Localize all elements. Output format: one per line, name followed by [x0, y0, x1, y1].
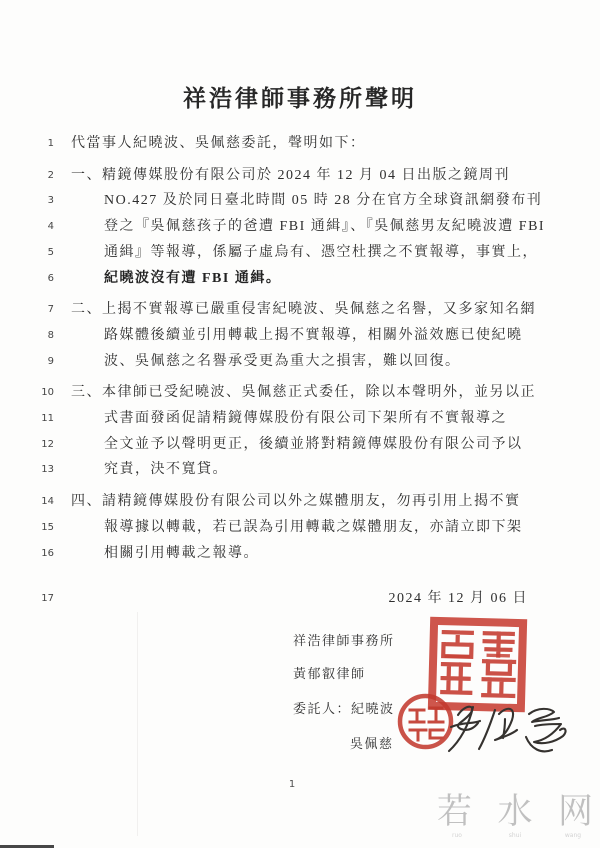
line-text: NO.427 及於同日臺北時間 05 時 28 分在官方全球資訊網發布刊 — [104, 193, 543, 209]
page-number: 1 — [288, 779, 296, 790]
watermark-char: 网 — [557, 792, 593, 832]
page-title: 祥浩律師事務所聲明 — [183, 86, 417, 111]
line-number: 12 — [41, 438, 54, 450]
line-number: 16 — [41, 547, 54, 559]
statement-line — [34, 323, 556, 349]
line-number: 8 — [47, 329, 54, 341]
line-number: 10 — [41, 387, 54, 399]
line-number: 5 — [47, 246, 54, 258]
line-text: 波、吳佩慈之名譽承受更為重大之損害，難以回復。 — [104, 353, 461, 369]
line-text: 二、上揭不實報導已嚴重侵害紀曉波、吳佩慈之名譽，又多家知名網 — [71, 302, 536, 318]
watermark-subtext-item: shui — [508, 832, 522, 839]
statement-lines — [34, 131, 556, 612]
line-text: 相關引用轉載之報導。 — [104, 545, 259, 561]
line-number: 9 — [47, 355, 54, 367]
watermark-subtext-item: wang — [564, 832, 582, 839]
line-text: 代當事人紀曉波、吳佩慈委託，聲明如下： — [71, 136, 366, 151]
watermark — [437, 792, 593, 839]
line-number: 14 — [41, 496, 54, 508]
line-number: 4 — [47, 221, 54, 233]
statement-line — [34, 489, 556, 515]
line-number: 2 — [47, 169, 54, 181]
scan-artifact-line — [137, 612, 138, 836]
line-text: 2024 年 12 月 06 日 — [388, 591, 528, 607]
statement-line — [34, 163, 556, 189]
line-text: 通緝』等報導，係屬子虛烏有、憑空杜撰之不實報導，事實上， — [104, 244, 538, 260]
statement-line — [34, 131, 556, 157]
line-number: 13 — [41, 464, 54, 476]
statement-line — [34, 406, 556, 432]
line-text: 一、精鏡傳媒股份有限公司於 2024 年 12 月 04 日出版之鏡周刊 — [71, 167, 510, 183]
signature-client-line: 委託人：紀曉波 — [293, 701, 395, 716]
signature-attorney-name: 黃郁叡律師 — [293, 666, 366, 681]
statement-line — [34, 541, 556, 567]
statement-line — [34, 380, 556, 406]
line-number: 7 — [47, 304, 54, 316]
line-text: 三、本律師已受紀曉波、吳佩慈正式委任，除以本聲明外，並另以正 — [71, 385, 536, 401]
line-text: 式書面發函促請精鏡傳媒股份有限公司下架所有不實報導之 — [104, 411, 507, 427]
line-text: 登之『吳佩慈孩子的爸遭 FBI 通緝』、『吳佩慈男友紀曉波遭 FBI — [104, 219, 546, 235]
line-number: 3 — [47, 195, 54, 207]
statement-line — [34, 214, 556, 240]
handwritten-signature — [442, 697, 574, 761]
watermark-subtext — [437, 832, 593, 839]
statement-line — [34, 586, 556, 612]
line-text: 紀曉波沒有遭 FBI 通緝。 — [104, 270, 282, 286]
statement-line — [34, 188, 556, 214]
statement-line — [34, 266, 556, 292]
signature-firm-name: 祥浩律師事務所 — [293, 633, 395, 648]
statement-line — [34, 240, 556, 266]
watermark-char: 若 — [437, 792, 473, 832]
watermark-char: 水 — [497, 792, 533, 832]
line-text: 路媒體後續並引用轉載上揭不實報導，相關外溢效應已使紀曉 — [104, 327, 523, 343]
line-number: 11 — [41, 413, 54, 425]
statement-line — [34, 432, 556, 458]
line-number: 17 — [41, 593, 54, 605]
statement-line — [34, 297, 556, 323]
line-text: 全文並予以聲明更正，後續並將對精鏡傳媒股份有限公司予以 — [104, 436, 523, 452]
watermark-subtext-item: ruo — [452, 832, 462, 839]
line-text: 究責，決不寬貸。 — [104, 462, 228, 478]
statement-line — [34, 349, 556, 375]
signature-client-second: 吳佩慈 — [350, 736, 394, 751]
statement-line — [34, 457, 556, 483]
statement-line — [34, 515, 556, 541]
line-number: 6 — [47, 272, 54, 284]
line-number: 1 — [47, 138, 54, 149]
watermark-text — [437, 792, 593, 832]
line-text: 四、請精鏡傳媒股份有限公司以外之媒體朋友，勿再引用上揭不實 — [71, 494, 521, 510]
line-text: 報導據以轉載，若已誤為引用轉載之媒體朋友，亦請立即下架 — [104, 519, 523, 535]
line-number: 15 — [41, 521, 54, 533]
